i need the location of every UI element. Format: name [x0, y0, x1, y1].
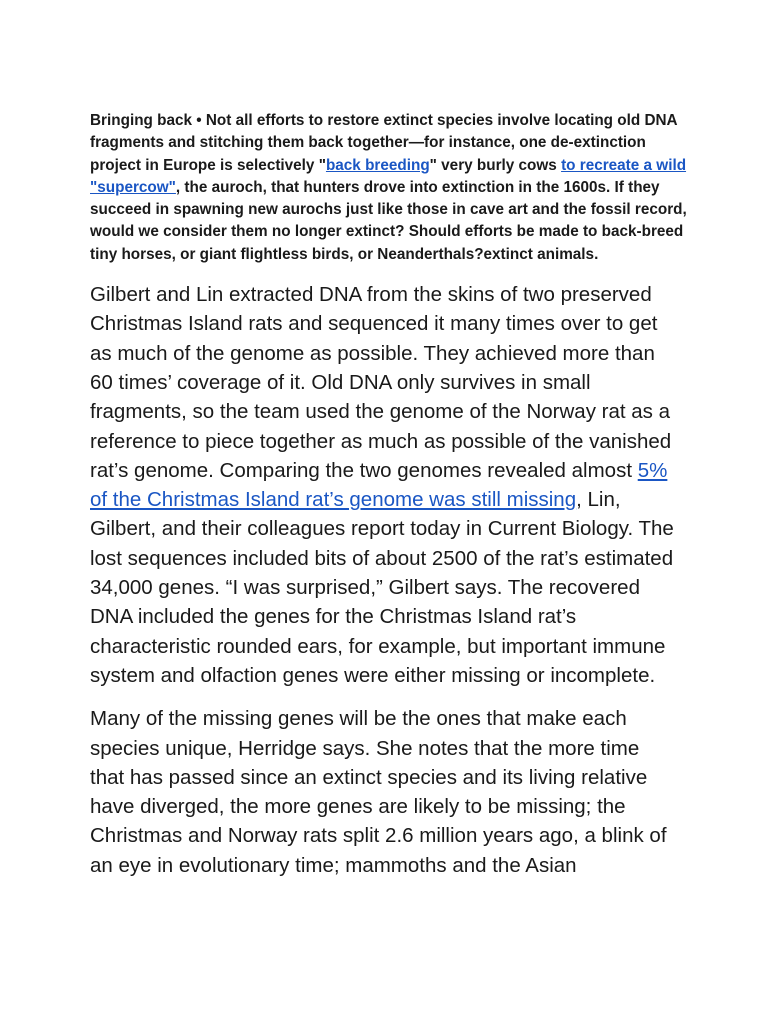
- article-body: [90, 110, 690, 894]
- para2-text: Many of the missing genes will be the ones that make each species unique, Herridge says. She notes that the more time that has passed since an extinct species and its living relative have diverged, the more genes are likely to be missing; the Christmas and Norway rats split 2.6 million years ago, a blink of an eye in evolutionary time; mammoths and the Asian: [90, 707, 667, 877]
- intro-paragraph: [90, 110, 690, 266]
- para1-text-1: Gilbert and Lin extracted DNA from the skins of two preserved Christmas Island rats and sequenced it many times over to get as much of the genome as possible. They achieved more than 60 times’ coverage of it. Old DNA only survives in small fragments, so the team used the genome of the Norway rat as a reference to piece together as much as possible of the vanished rat’s genome. Comparing the two genomes revealed almost: [90, 283, 672, 482]
- intro-text-3: , the auroch, that hunters drove into extinction in the 1600s. If they succeed in spawning new aurochs just like those in cave art and the fossil record, would we consider them no longer extinct? Should efforts be made to back-breed tiny horses, or giant flightless birds, or Neanderthals?extinct animals.: [90, 178, 687, 263]
- intro-text-2: " very burly cows: [429, 156, 562, 174]
- body-paragraph-2: [90, 704, 676, 880]
- para1-text-2: , Lin, Gilbert, and their colleagues report today in Current Biology. The lost sequences included bits of about 2500 of the rat’s estimated 34,000 genes. “I was surprised,” Gilbert says. The recovered DNA included the genes for the Christmas Island rat’s characteristic rounded ears, for example, but important immune system and olfaction genes were either missing or incomplete.: [90, 488, 674, 687]
- back-breeding-link[interactable]: back breeding: [325, 156, 430, 174]
- intro-text-1: Bringing back • Not all efforts to restore extinct species involve locating old DNA fragments and stitching them back together—for instance, one de-extinction project in Europe is selectively ": [90, 112, 678, 174]
- body-paragraph-1: [90, 280, 676, 690]
- genome-missing-link[interactable]: 5% of the Christmas Island rat’s genome was still missing: [90, 458, 668, 512]
- supercow-link[interactable]: to recreate a wild "supercow": [90, 156, 687, 196]
